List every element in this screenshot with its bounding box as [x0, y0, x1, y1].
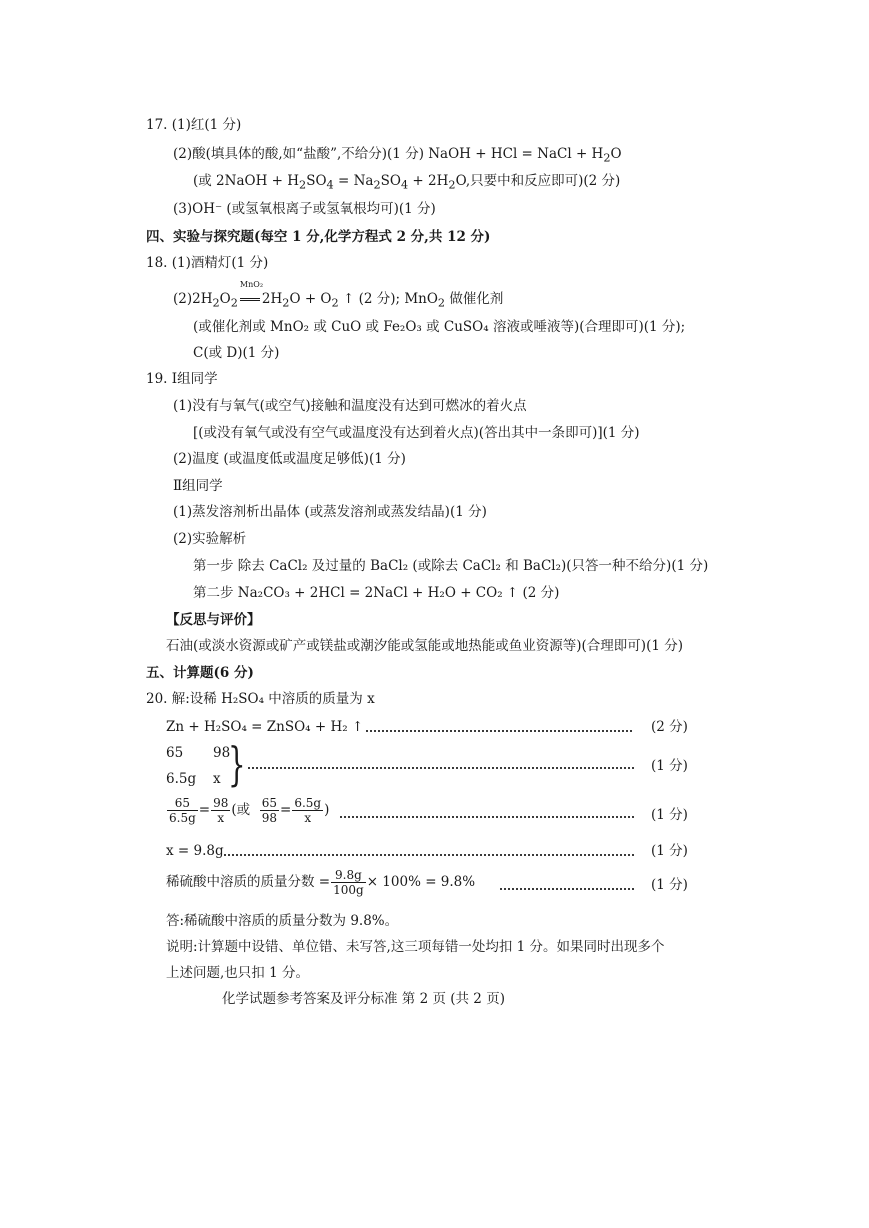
fraction: $\frac{98}{x}$ [213, 796, 229, 825]
q20-proportion: $\frac{65}{6.5g}$ = $\frac{98}{x}$ (或 $\frac{65}{98}$ = $\frac{6.5g}{x}$ ) [169, 796, 330, 825]
q19-reflection-title: 【反思与评价】 [166, 612, 261, 628]
dot-leader [366, 730, 632, 732]
fraction: $\frac{6.5g}{x}$ [294, 796, 322, 825]
q18-part2-alt: (或催化剂或 MnO₂ 或 CuO 或 Fe₂O₃ 或 CuSO₄ 溶液或唾液等)(合理即可)(1 分); [193, 319, 686, 335]
q19-g1-part1: (1)没有与氧气(或空气)接触和温度没有达到可燃冰的着火点 [173, 398, 527, 414]
note-line1: 说明:计算题中设错、单位错、未写答,这三项每错一处均扣 1 分。如果同时出现多个 [166, 939, 665, 955]
q19-group2: Ⅱ组同学 [173, 478, 223, 494]
ratio-6.5g: 6.5g [166, 771, 197, 787]
score: (2 分) [651, 719, 688, 735]
q19-group1: 19. Ⅰ组同学 [146, 371, 218, 387]
brace: } [228, 737, 246, 791]
fraction: $\frac{9.8g}{100g}$ [333, 868, 364, 897]
q17-part2-alt: (或 2NaOH + $H_2SO_4 = Na_2SO_4 + 2H_2O$,只要中和反应即可)(2 分) [193, 173, 621, 192]
fraction: $\frac{65}{6.5g}$ [169, 796, 196, 825]
q20-x-value: x = 9.8g [166, 843, 224, 859]
section-4-title: 四、实验与探究题(每空 1 分,化学方程式 2 分,共 12 分) [146, 229, 491, 245]
q19-g2-part1: (1)蒸发溶剂析出晶体 (或蒸发溶剂或蒸发结晶)(1 分) [173, 504, 487, 520]
q17-part1: 17. (1)红(1 分) [146, 117, 242, 133]
q19-g1-part2: (2)温度 (或温度低或温度足够低)(1 分) [173, 451, 406, 467]
q19-g1-part1-alt: [(或没有氧气或没有空气或温度没有达到着火点)(答出其中一条即可)](1 分) [193, 425, 640, 441]
q20-setup: 20. 解:设稀 H₂SO₄ 中溶质的质量为 x [146, 691, 375, 707]
score: (1 分) [651, 843, 688, 859]
q19-g2-part2: (2)实验解析 [173, 531, 247, 547]
q20-percentage: 稀硫酸中溶质的质量分数 = $\frac{9.8g}{100g}$ × 100% = 9.8% [166, 868, 476, 897]
ratio-65: 65 [166, 745, 184, 761]
q20-equation: Zn + H₂SO₄ = ZnSO₄ + H₂ ↑ [166, 719, 364, 735]
dot-leader [248, 767, 634, 769]
score: (1 分) [651, 877, 688, 893]
q19-step1: 第一步 除去 CaCl₂ 及过量的 BaCl₂ (或除去 CaCl₂ 和 BaCl₂)(只答一种不给分)(1 分) [193, 558, 709, 574]
q19-reflection: 石油(或淡水资源或矿产或镁盐或潮汐能或氢能或地热能或鱼业资源等)(合理即可)(1 分) [166, 638, 683, 654]
dot-leader [500, 888, 634, 890]
note-line2: 上述问题,也只扣 1 分。 [166, 965, 309, 981]
ratio-98: 98 [213, 745, 231, 761]
ratio-x: x [213, 771, 221, 787]
q20-answer: 答:稀硫酸中溶质的质量分数为 9.8%。 [166, 913, 399, 929]
dot-leader [340, 816, 634, 818]
q18-part3: C(或 D)(1 分) [193, 345, 280, 361]
score: (1 分) [651, 758, 688, 774]
q18-part2: $(2)2H_2O_2$ MnO₂ $2H_2O + O_2$ ↑ (2 分); MnO$_2$ 做催化剂 [173, 280, 504, 310]
page-footer: 化学试题参考答案及评分标准 第 2 页 (共 2 页) [222, 991, 505, 1007]
q17-part3: (3)OH⁻ (或氢氧根离子或氢氧根均可)(1 分) [173, 201, 436, 217]
dot-leader [224, 854, 634, 856]
fraction: $\frac{65}{98}$ [261, 796, 278, 825]
q17-part2: (2)酸(填具体的酸,如“盐酸”,不给分)(1 分) NaOH + HCl = NaCl + $H_2O$ [173, 146, 622, 165]
q19-step2: 第二步 Na₂CO₃ + 2HCl = 2NaCl + H₂O + CO₂ ↑ (2 分) [193, 585, 560, 601]
q18-part1: 18. (1)酒精灯(1 分) [146, 255, 269, 271]
catalyst-arrow: MnO₂ [238, 290, 262, 308]
score: (1 分) [651, 807, 688, 823]
section-5-title: 五、计算题(6 分) [146, 665, 254, 681]
